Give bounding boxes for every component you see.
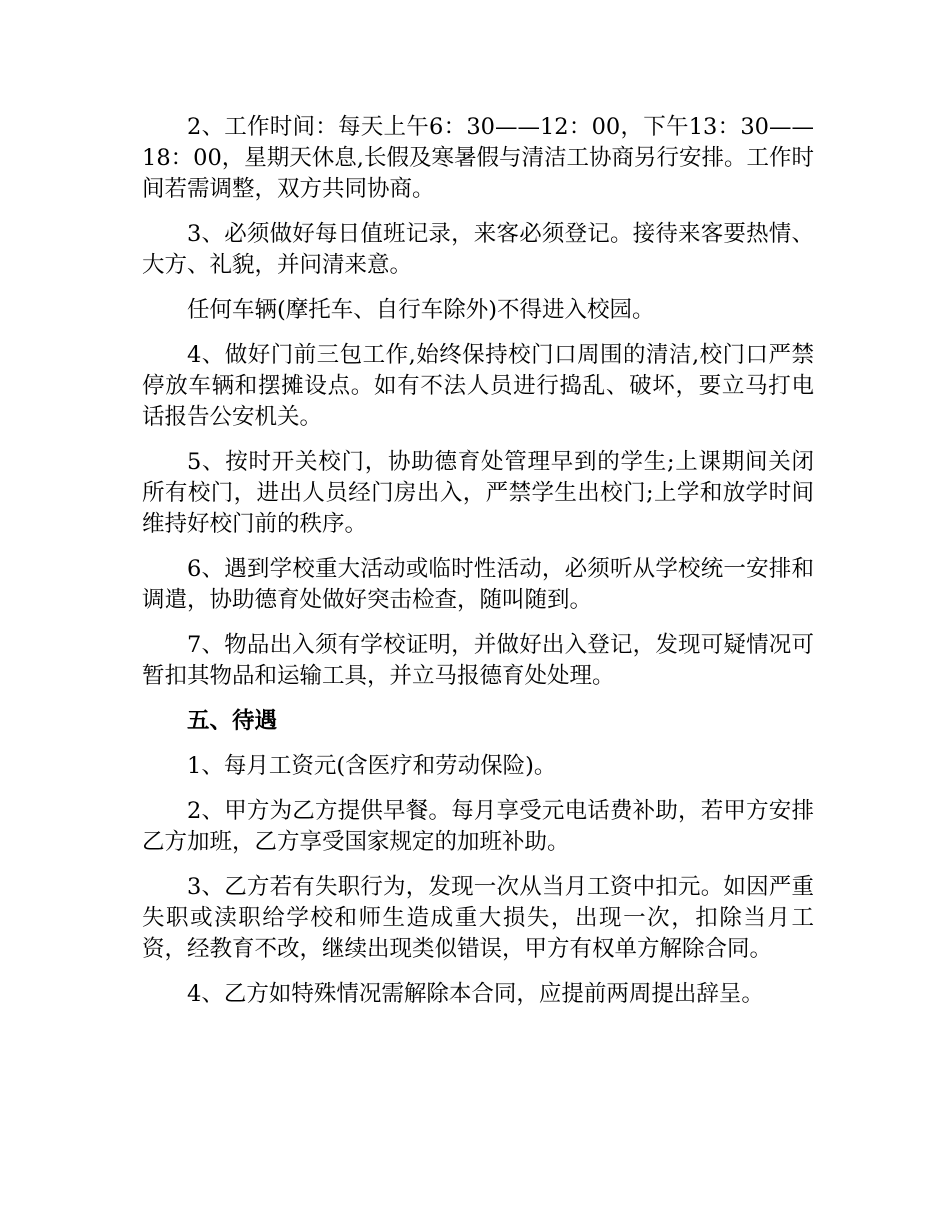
paragraph-school-activities: 6、遇到学校重大活动或临时性活动，必须听从学校统一安排和调遣，协助德育处做好突击检查，随叫随到。 bbox=[142, 556, 814, 613]
paragraph-goods-registration: 7、物品出入须有学校证明，并做好出入登记，发现可疑情况可暂扣其物品和运输工具，并立马报德育处处理。 bbox=[142, 632, 814, 689]
paragraph-duty-record: 3、必须做好每日值班记录，来客必须登记。接待来客要热情、大方、礼貌，并问清来意。 bbox=[142, 221, 814, 278]
paragraph-work-hours: 2、工作时间：每天上午6：30——12：00，下午13：30——18：00，星期天休息,长假及寒暑假与清洁工协商另行安排。工作时间若需调整，双方共同协商。 bbox=[142, 114, 814, 202]
paragraph-vehicle-rule: 任何车辆(摩托车、自行车除外)不得进入校园。 bbox=[187, 297, 655, 323]
paragraph-contract-termination: 4、乙方如特殊情况需解除本合同，应提前两周提出辞呈。 bbox=[187, 981, 764, 1007]
document-body bbox=[142, 112, 814, 1024]
section-heading-benefits: 五、待遇 bbox=[187, 708, 278, 734]
paragraph-gate-cleanliness: 4、做好门前三包工作,始终保持校门口周围的清洁,校门口严禁停放车辆和摆摊设点。如有不法人员进行捣乱、破坏，要立马打电话报告公安机关。 bbox=[142, 342, 814, 430]
paragraph-gate-management: 5、按时开关校门，协助德育处管理早到的学生;上课期间关闭所有校门，进出人员经门房出入，严禁学生出校门;上学和放学时间维持好校门前的秩序。 bbox=[142, 449, 814, 537]
paragraph-dereliction-penalty: 3、乙方若有失职行为，发现一次从当月工资中扣元。如因严重失职或渎职给学校和师生造成重大损失，出现一次，扣除当月工资，经教育不改，继续出现类似错误，甲方有权单方解除合同。 bbox=[142, 874, 814, 962]
paragraph-breakfast-allowance: 2、甲方为乙方提供早餐。每月享受元电话费补助，若甲方安排乙方加班，乙方享受国家规定的加班补助。 bbox=[142, 798, 814, 855]
paragraph-monthly-salary: 1、每月工资元(含医疗和劳动保险)。 bbox=[187, 753, 557, 779]
